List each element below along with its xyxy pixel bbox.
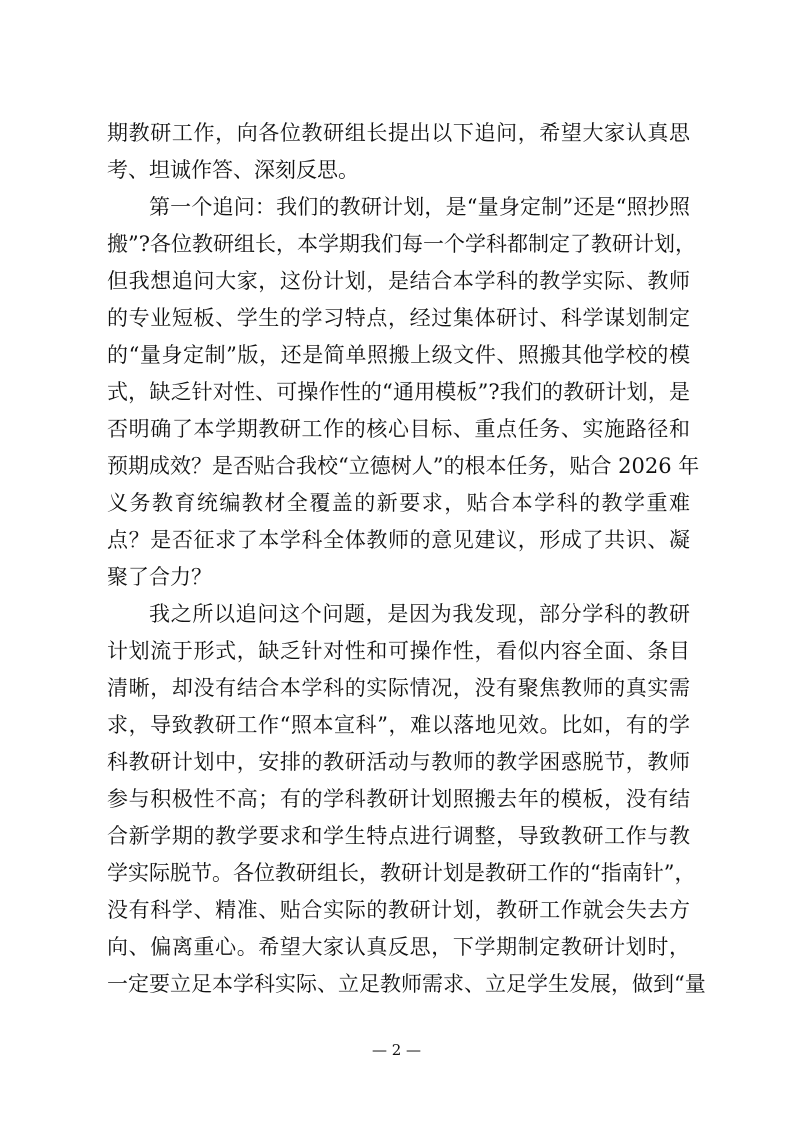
paragraph-start-line: 我之所以追问这个问题，是因为我发现，部分学科的教研: [149, 602, 690, 626]
text-line: 点？是否征求了本学科全体教师的意见建议，形成了共识、凝: [107, 528, 690, 552]
text-line: 否明确了本学期教研工作的核心目标、重点任务、实施路径和: [107, 417, 690, 441]
text-line: 参与积极性不高；有的学科教研计划照搬去年的模板，没有结: [107, 787, 690, 811]
text-line: 预期成效？是否贴合我校“立德树人”的根本任务，贴合 2026 年: [107, 454, 700, 478]
text-line: 义务教育统编教材全覆盖的新要求，贴合本学科的教学重难: [107, 491, 690, 515]
text-line: 的“量身定制”版，还是简单照搬上级文件、照搬其他学校的模: [107, 343, 690, 367]
text-line: 清晰，却没有结合本学科的实际情况，没有聚焦教师的真实需: [107, 676, 690, 700]
text-line: 但我想追问大家，这份计划，是结合本学科的教学实际、教师: [107, 269, 690, 293]
text-line: 科教研计划中，安排的教研活动与教师的教学困惑脱节，教师: [107, 750, 690, 774]
text-line: 没有科学、精准、贴合实际的教研计划，教研工作就会失去方: [107, 898, 690, 922]
text-line: 期教研工作，向各位教研组长提出以下追问，希望大家认真思: [107, 121, 690, 145]
text-line: 求，导致教研工作“照本宣科”，难以落地见效。比如，有的学: [107, 713, 690, 737]
paragraph-start-line: 第一个追问：我们的教研计划，是“量身定制”还是“照抄照: [149, 195, 690, 219]
text-line: 计划流于形式，缺乏针对性和可操作性，看似内容全面、条目: [107, 639, 690, 663]
text-line: 聚了合力？: [107, 565, 212, 589]
text-line: 学实际脱节。各位教研组长，教研计划是教研工作的“指南针”，: [107, 861, 696, 885]
page-number: — 2 —: [371, 1041, 422, 1059]
text-line: 一定要立足本学科实际、立足教师需求、立足学生发展，做到“量: [107, 972, 706, 996]
text-line: 搬”?各位教研组长，本学期我们每一个学科都制定了教研计划，: [107, 232, 696, 256]
text-line: 考、坦诚作答、深刻反思。: [107, 158, 359, 182]
text-line: 的专业短板、学生的学习特点，经过集体研讨、科学谋划制定: [107, 306, 690, 330]
text-line: 向、偏离重心。希望大家认真反思，下学期制定教研计划时，: [107, 935, 690, 959]
text-line: 式，缺乏针对性、可操作性的“通用模板”?我们的教研计划，是: [107, 380, 690, 404]
text-line: 合新学期的教学要求和学生特点进行调整，导致教研工作与教: [107, 824, 690, 848]
